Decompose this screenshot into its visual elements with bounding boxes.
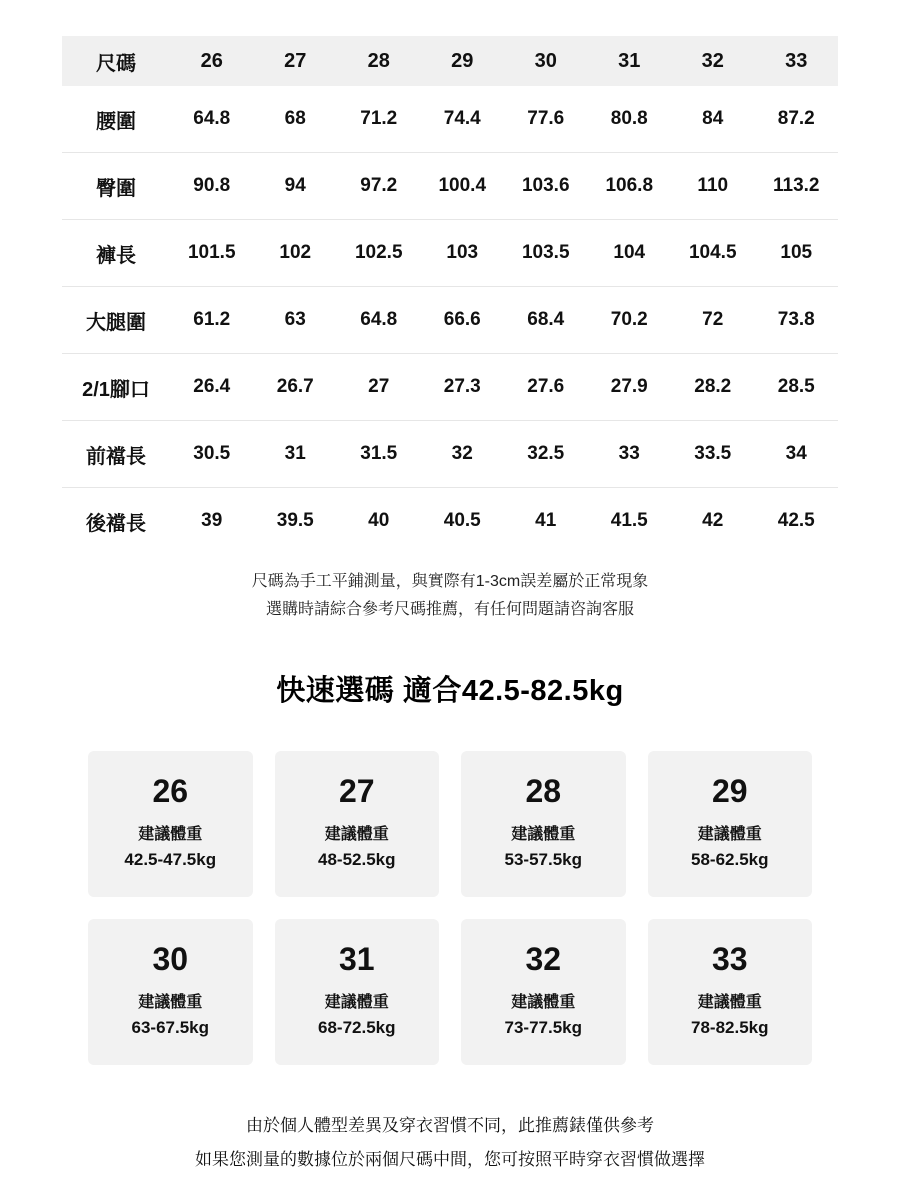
cell-back-rise-33: 42.5	[777, 510, 815, 531]
header-cell-32: 32	[701, 49, 724, 72]
cell-waist-32: 84	[671, 86, 755, 153]
cell-front-rise-33: 34	[755, 421, 839, 488]
table-row	[62, 287, 838, 354]
size-card-32-size: 32	[525, 941, 562, 978]
size-card-32[interactable]	[461, 919, 626, 1065]
cell-thigh-27: 63	[254, 287, 338, 354]
table-row	[62, 354, 838, 421]
cell-pant-length-26: 101.5	[170, 220, 254, 287]
quick-pick-cards	[0, 751, 900, 1065]
cell-hip-31: 106.8	[588, 153, 672, 220]
size-card-29[interactable]	[648, 751, 813, 897]
size-card-26[interactable]	[88, 751, 253, 897]
cell-pant-length-33: 105	[755, 220, 839, 287]
cell-pant-length-31: 104	[588, 220, 672, 287]
cell-hip-27: 94	[254, 153, 338, 220]
cell-half-hem-27: 26.7	[254, 354, 338, 421]
footer-note-1: 由於個人體型差異及穿衣習慣不同，此推薦錶僅供參考	[246, 1116, 654, 1135]
cell-pant-length-27: 102	[254, 220, 338, 287]
cell-hip-32: 110	[671, 153, 755, 220]
row-label-thigh: 大腿圍	[62, 287, 170, 354]
cell-waist-30: 77.6	[504, 86, 588, 153]
size-card-32-weight: 73-77.5kg	[504, 1018, 582, 1038]
cell-hip-26: 90.8	[170, 153, 254, 220]
cell-half-hem-29: 27.3	[421, 354, 505, 421]
size-card-30-weight: 63-67.5kg	[131, 1018, 209, 1038]
table-header-row	[62, 36, 838, 86]
cell-back-rise-27: 39.5	[276, 510, 314, 531]
size-card-33-size: 33	[711, 941, 748, 978]
size-card-32-label: 建議體重	[511, 994, 576, 1012]
cell-hip-30: 103.6	[504, 153, 588, 220]
cell-front-rise-27: 31	[254, 421, 338, 488]
cell-waist-27: 68	[254, 86, 338, 153]
size-card-33-label: 建議體重	[697, 994, 762, 1012]
cell-front-rise-29: 32	[421, 421, 505, 488]
cell-waist-31: 80.8	[588, 86, 672, 153]
cell-half-hem-31: 27.9	[588, 354, 672, 421]
size-table-body	[62, 86, 838, 554]
size-card-28-label: 建議體重	[511, 826, 576, 844]
table-row	[62, 86, 838, 153]
size-card-27-size: 27	[338, 773, 375, 810]
size-card-28[interactable]	[461, 751, 626, 897]
size-card-30-label: 建議體重	[138, 994, 203, 1012]
cell-half-hem-30: 27.6	[504, 354, 588, 421]
size-card-33-weight: 78-82.5kg	[691, 1018, 769, 1038]
cell-thigh-26: 61.2	[170, 287, 254, 354]
size-card-29-label: 建議體重	[697, 826, 762, 844]
cell-hip-33: 113.2	[755, 153, 839, 220]
cell-front-rise-28: 31.5	[337, 421, 421, 488]
header-cell-26: 26	[200, 49, 223, 72]
size-card-26-size: 26	[152, 773, 189, 810]
size-card-31[interactable]	[275, 919, 440, 1065]
header-cell-27: 27	[284, 49, 307, 72]
size-card-29-size: 29	[711, 773, 748, 810]
table-row	[62, 488, 838, 555]
row-label-half-hem: 2/1腳口	[62, 354, 170, 421]
footer-note-2: 如果您測量的數據位於兩個尺碼中間，您可按照平時穿衣習慣做選擇	[195, 1150, 705, 1169]
row-label-back-rise: 後襠長	[86, 512, 146, 535]
cell-thigh-31: 70.2	[588, 287, 672, 354]
cell-front-rise-30: 32.5	[504, 421, 588, 488]
cell-thigh-33: 73.8	[755, 287, 839, 354]
header-cell-30: 30	[534, 49, 557, 72]
size-card-30[interactable]	[88, 919, 253, 1065]
cell-front-rise-32: 33.5	[671, 421, 755, 488]
cell-hip-29: 100.4	[421, 153, 505, 220]
size-card-31-label: 建議體重	[324, 994, 389, 1012]
quick-pick-title: 快速選碼 適合42.5-82.5kg	[276, 675, 624, 707]
cell-back-rise-30: 41	[535, 510, 557, 531]
row-label-hip: 臀圍	[62, 153, 170, 220]
cell-pant-length-30: 103.5	[504, 220, 588, 287]
cell-waist-29: 74.4	[421, 86, 505, 153]
header-cell-29: 29	[451, 49, 474, 72]
cell-half-hem-26: 26.4	[170, 354, 254, 421]
cell-waist-26: 64.8	[170, 86, 254, 153]
size-table-header	[62, 36, 838, 86]
row-label-waist: 腰圍	[62, 86, 170, 153]
table-notes	[0, 568, 900, 624]
size-table	[62, 36, 838, 554]
row-label-pant-length: 褲長	[62, 220, 170, 287]
table-row	[62, 220, 838, 287]
cell-pant-length-32: 104.5	[671, 220, 755, 287]
cell-pant-length-28: 102.5	[337, 220, 421, 287]
size-card-31-size: 31	[338, 941, 375, 978]
size-card-29-weight: 58-62.5kg	[691, 850, 769, 870]
size-card-33[interactable]	[648, 919, 813, 1065]
size-card-26-weight: 42.5-47.5kg	[124, 850, 217, 870]
size-card-28-weight: 53-57.5kg	[504, 850, 582, 870]
size-table-container	[0, 0, 900, 554]
size-card-31-weight: 68-72.5kg	[318, 1018, 396, 1038]
cell-half-hem-33: 28.5	[755, 354, 839, 421]
footer-notes	[0, 1109, 900, 1177]
cell-back-rise-29: 40.5	[443, 510, 481, 531]
cell-back-rise-32: 42	[702, 510, 724, 531]
cell-pant-length-29: 103	[421, 220, 505, 287]
cell-thigh-29: 66.6	[421, 287, 505, 354]
size-card-27-label: 建議體重	[324, 826, 389, 844]
header-cell-28: 28	[367, 49, 390, 72]
cell-thigh-32: 72	[671, 287, 755, 354]
header-cell-33: 33	[785, 49, 808, 72]
size-card-28-size: 28	[525, 773, 562, 810]
cell-back-rise-31: 41.5	[610, 510, 648, 531]
cell-thigh-28: 64.8	[337, 287, 421, 354]
header-cell-31: 31	[618, 49, 641, 72]
size-card-30-size: 30	[152, 941, 189, 978]
cell-waist-28: 71.2	[337, 86, 421, 153]
size-card-26-label: 建議體重	[138, 826, 203, 844]
table-note-2: 選購時請綜合參考尺碼推薦，有任何問題請咨詢客服	[265, 601, 634, 618]
row-label-front-rise: 前襠長	[62, 421, 170, 488]
table-row	[62, 153, 838, 220]
table-note-1: 尺碼為手工平鋪測量，與實際有1-3cm誤差屬於正常現象	[251, 573, 649, 590]
cell-half-hem-28: 27	[337, 354, 421, 421]
cell-hip-28: 97.2	[337, 153, 421, 220]
cell-front-rise-31: 33	[588, 421, 672, 488]
table-row	[62, 421, 838, 488]
size-card-27-weight: 48-52.5kg	[318, 850, 396, 870]
cell-half-hem-32: 28.2	[671, 354, 755, 421]
header-cell-size: 尺碼	[96, 52, 136, 75]
cell-back-rise-26: 39	[201, 510, 223, 531]
size-card-27[interactable]	[275, 751, 440, 897]
cell-waist-33: 87.2	[755, 86, 839, 153]
cell-thigh-30: 68.4	[504, 287, 588, 354]
cell-front-rise-26: 30.5	[170, 421, 254, 488]
cell-back-rise-28: 40	[368, 510, 390, 531]
